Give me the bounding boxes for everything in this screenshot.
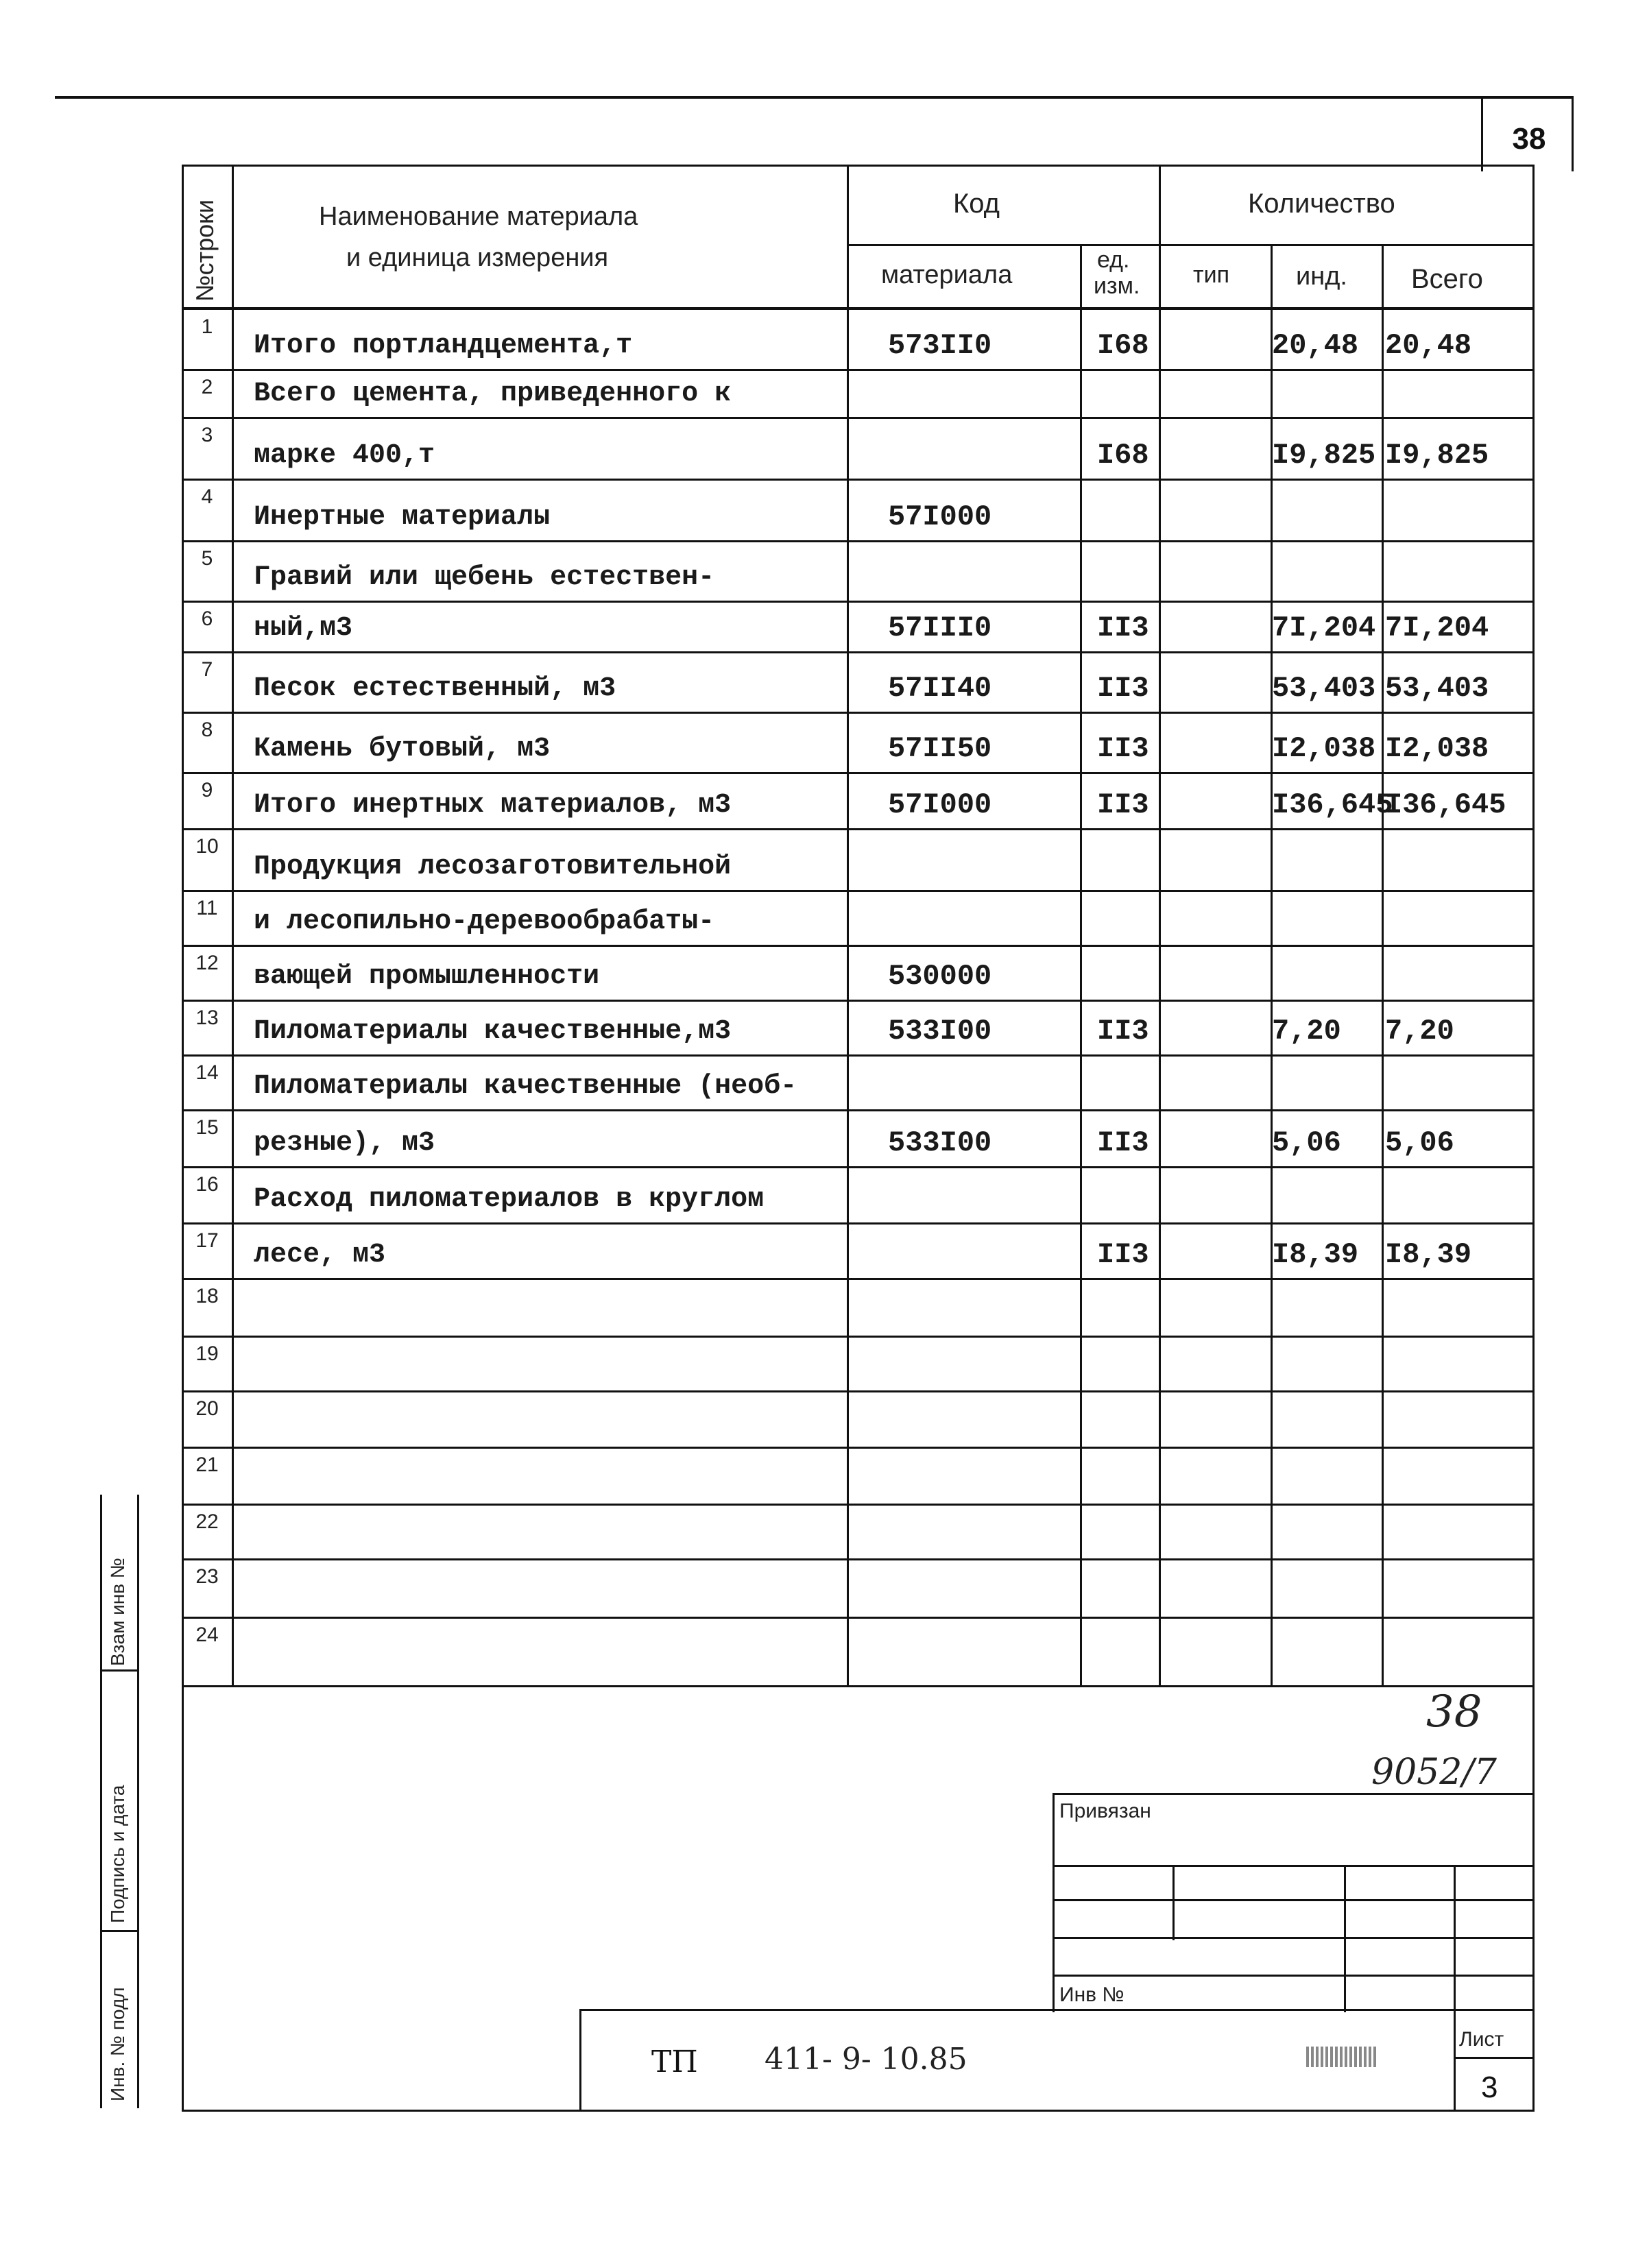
tb-v1 xyxy=(1172,1865,1175,1940)
row-divider xyxy=(182,1000,1535,1002)
row-name: Продукция лесозаготовительной xyxy=(254,852,732,882)
row-name: ный,м3 xyxy=(254,613,353,644)
row-divider xyxy=(182,828,1535,830)
row-ind: I9,825 xyxy=(1272,439,1376,472)
row-unit: I68 xyxy=(1097,439,1149,472)
table-right-border xyxy=(1532,165,1535,2112)
row-name: Гравий или щебень естествен- xyxy=(254,562,715,593)
row-divider xyxy=(182,1558,1535,1560)
row-divider xyxy=(182,1390,1535,1392)
tb-main-top xyxy=(579,2009,1535,2011)
row-number: 3 xyxy=(201,424,213,446)
tb-sheet-label: Лист xyxy=(1459,2028,1504,2051)
row-name: марке 400,т xyxy=(254,440,435,471)
row-total: 7I,204 xyxy=(1385,612,1489,644)
row-number: 24 xyxy=(195,1624,219,1646)
header-quantity: Количество xyxy=(1248,189,1395,219)
row-ind: 7I,204 xyxy=(1272,612,1376,644)
tb-tp: ТП xyxy=(651,2044,698,2079)
header-qty-total: Всего xyxy=(1411,264,1483,294)
row-total: 5,06 xyxy=(1385,1126,1454,1159)
row-number: 18 xyxy=(195,1285,219,1307)
row-number: 11 xyxy=(196,897,218,919)
header-qty-ind: инд. xyxy=(1296,262,1347,291)
tb-sheet-mid xyxy=(1454,2057,1535,2059)
tb-h2 xyxy=(1052,1899,1535,1901)
row-divider xyxy=(182,1109,1535,1111)
row-name: Пиломатериалы качественные (необ- xyxy=(254,1071,797,1102)
row-number: 16 xyxy=(195,1173,219,1196)
row-number: 14 xyxy=(195,1061,219,1084)
row-divider xyxy=(182,1685,1535,1687)
row-name: Песок естественный, м3 xyxy=(254,673,616,704)
row-number: 7 xyxy=(201,658,213,681)
header-mid xyxy=(847,244,1535,246)
row-name: Итого портландцемента,т xyxy=(254,330,633,361)
row-number: 5 xyxy=(201,547,213,570)
top-rule xyxy=(55,96,1574,99)
row-total: I9,825 xyxy=(1385,439,1489,472)
row-divider xyxy=(182,1447,1535,1449)
page-number-box-right xyxy=(1572,96,1574,171)
row-divider xyxy=(182,772,1535,774)
header-code-unit-2: изм. xyxy=(1094,273,1140,299)
handwritten-number: 9052/7 xyxy=(1371,1752,1497,1793)
row-number: 19 xyxy=(195,1342,219,1365)
row-unit: II3 xyxy=(1097,732,1149,765)
row-number: 22 xyxy=(195,1510,219,1533)
header-bottom xyxy=(182,307,1535,310)
row-unit: I68 xyxy=(1097,329,1149,362)
row-code: 57I000 xyxy=(888,788,992,821)
tb-main-left xyxy=(579,2009,581,2112)
row-divider xyxy=(182,1166,1535,1168)
row-divider xyxy=(182,1504,1535,1506)
row-number: 1 xyxy=(201,315,213,338)
row-code: 57II50 xyxy=(888,732,992,765)
header-name-line2: и единица измерения xyxy=(346,243,609,272)
stamp-divider-1 xyxy=(100,1669,139,1672)
row-unit: II3 xyxy=(1097,1015,1149,1048)
header-code: Код xyxy=(953,189,1000,219)
row-code: 533I00 xyxy=(888,1015,992,1048)
tb-project-code: 411- 9- 10.85 xyxy=(765,2042,967,2077)
row-divider xyxy=(182,479,1535,481)
tb-sheet-value: 3 xyxy=(1481,2071,1498,2104)
row-divider xyxy=(182,540,1535,542)
row-code: 573II0 xyxy=(888,329,992,362)
row-ind: 53,403 xyxy=(1272,672,1376,705)
page-number-box-left xyxy=(1481,96,1483,171)
stamp-left-edge xyxy=(100,1495,102,2108)
tb-h4 xyxy=(1052,1975,1535,1977)
tb-h1 xyxy=(1052,1865,1535,1867)
row-number: 15 xyxy=(195,1116,219,1139)
row-total: I2,038 xyxy=(1385,732,1489,765)
row-divider xyxy=(182,369,1535,371)
row-number: 8 xyxy=(201,719,213,741)
row-ind: 20,48 xyxy=(1272,329,1359,362)
row-unit: II3 xyxy=(1097,672,1149,705)
tb-v2 xyxy=(1344,1865,1346,2012)
row-name: лесе, м3 xyxy=(254,1240,386,1270)
tb-box-left xyxy=(1052,1793,1055,2012)
row-divider xyxy=(182,712,1535,714)
row-number: 21 xyxy=(195,1453,219,1476)
row-number: 2 xyxy=(201,376,213,398)
row-code: 530000 xyxy=(888,960,992,993)
stamp-divider-2 xyxy=(100,1930,139,1932)
tb-main-bottom xyxy=(182,2110,1535,2112)
row-name: вающей промышленности xyxy=(254,961,600,992)
col-sep-code xyxy=(1159,165,1161,1687)
row-divider xyxy=(182,1222,1535,1225)
page-number: 38 xyxy=(1512,122,1546,156)
tb-h3 xyxy=(1052,1937,1535,1939)
row-number: 10 xyxy=(195,835,219,858)
row-unit: II3 xyxy=(1097,612,1149,644)
stamp-field-signature-date: Подпись и дата xyxy=(107,1785,128,1923)
row-number: 17 xyxy=(195,1229,219,1252)
stamp-field-original-inv: Инв. № подл xyxy=(107,1987,128,2101)
row-name: резные), м3 xyxy=(254,1128,435,1159)
row-number: 4 xyxy=(201,485,213,508)
row-total: I8,39 xyxy=(1385,1238,1472,1271)
row-name: Инертные материалы xyxy=(254,502,551,533)
row-number: 20 xyxy=(195,1397,219,1420)
header-name-line1: Наименование материала xyxy=(319,202,638,231)
tb-box-top xyxy=(1052,1793,1535,1795)
row-name: Камень бутовый, м3 xyxy=(254,734,551,764)
row-divider xyxy=(182,417,1535,419)
header-top xyxy=(182,165,1535,167)
row-divider xyxy=(182,601,1535,603)
row-ind: I8,39 xyxy=(1272,1238,1359,1271)
row-unit: II3 xyxy=(1097,1238,1149,1271)
row-ind: 5,06 xyxy=(1272,1126,1341,1159)
stamp-field-replace-inv: Взам инв № xyxy=(107,1558,128,1666)
col-sep-rowno xyxy=(232,165,234,1687)
row-number: 23 xyxy=(195,1565,219,1588)
stamp-right-edge xyxy=(137,1495,139,2108)
table-left-border xyxy=(182,165,184,2112)
row-name: Расход пиломатериалов в круглом xyxy=(254,1184,765,1215)
row-ind: 7,20 xyxy=(1272,1015,1341,1048)
handwritten-sheet: 38 xyxy=(1426,1687,1482,1737)
row-total: I36,645 xyxy=(1385,788,1506,821)
row-number: 6 xyxy=(201,607,213,630)
row-number: 12 xyxy=(195,952,219,974)
row-total: 53,403 xyxy=(1385,672,1489,705)
row-name: Итого инертных материалов, м3 xyxy=(254,790,732,821)
header-code-unit-1: ед. xyxy=(1097,247,1130,273)
tb-v3 xyxy=(1454,1865,1456,2112)
row-code: 57II40 xyxy=(888,672,992,705)
row-name: Пиломатериалы качественные,м3 xyxy=(254,1016,732,1047)
header-code-material: материала xyxy=(881,261,1013,289)
stamp-mark xyxy=(1306,2047,1378,2067)
row-number: 9 xyxy=(201,779,213,801)
row-code: 57I000 xyxy=(888,500,992,533)
row-number: 13 xyxy=(195,1006,219,1029)
tb-bound-label: Привязан xyxy=(1059,1800,1151,1822)
col-sep-code-material xyxy=(1080,245,1082,1687)
header-qty-type: тип xyxy=(1193,262,1229,288)
row-divider xyxy=(182,1617,1535,1619)
row-divider xyxy=(182,890,1535,892)
row-ind: I36,645 xyxy=(1272,788,1393,821)
row-divider xyxy=(182,1278,1535,1280)
row-unit: II3 xyxy=(1097,788,1149,821)
header-row-number: №строки xyxy=(191,199,219,302)
row-code: 533I00 xyxy=(888,1126,992,1159)
row-code: 57III0 xyxy=(888,612,992,644)
row-divider xyxy=(182,1054,1535,1057)
col-sep-name xyxy=(847,165,849,1687)
row-name: Всего цемента, приведенного к xyxy=(254,378,732,409)
row-total: 7,20 xyxy=(1385,1015,1454,1048)
row-name: и лесопильно-деревообрабаты- xyxy=(254,906,715,937)
row-divider xyxy=(182,651,1535,653)
row-divider xyxy=(182,945,1535,947)
row-divider xyxy=(182,1336,1535,1338)
row-ind: I2,038 xyxy=(1272,732,1376,765)
row-total: 20,48 xyxy=(1385,329,1472,362)
row-unit: II3 xyxy=(1097,1126,1149,1159)
col-sep-ind xyxy=(1382,245,1384,1687)
tb-inv-label: Инв № xyxy=(1059,1983,1124,2006)
